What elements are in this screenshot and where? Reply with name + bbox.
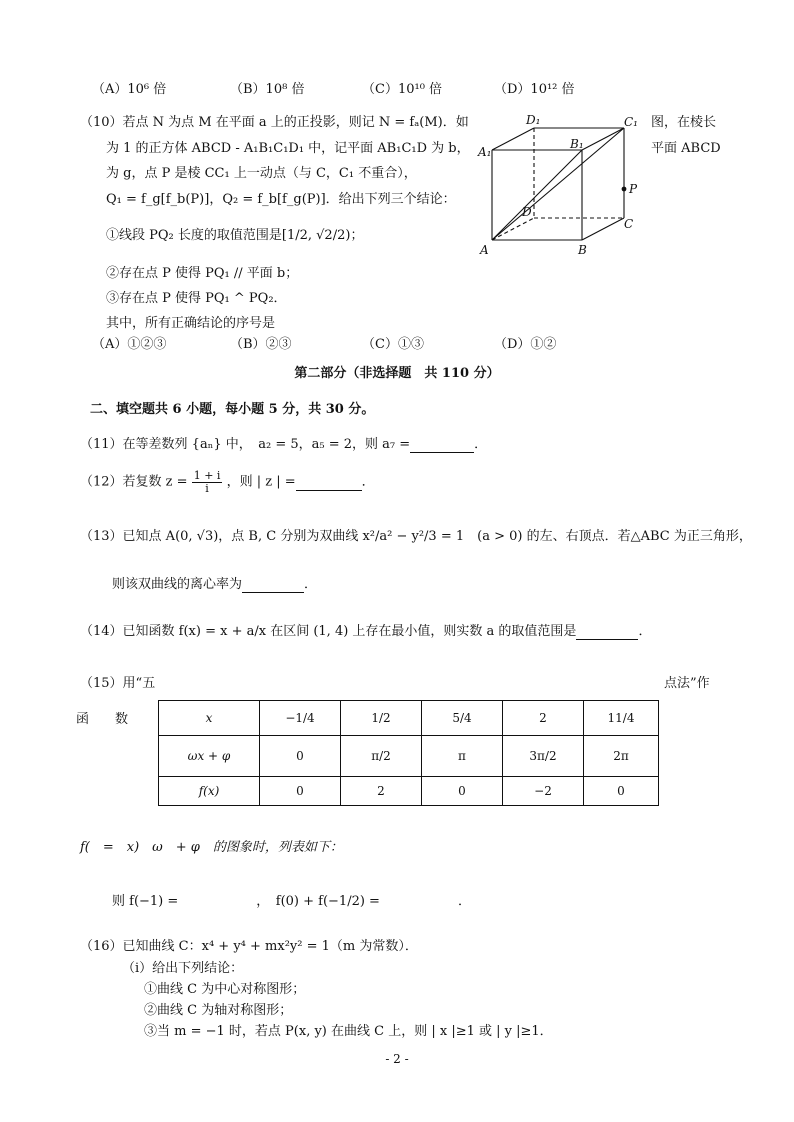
label-A: A bbox=[480, 243, 489, 257]
q12: （12）若复数 z = $\frac{1 + i}{i}$ ，则 | z | = ． bbox=[80, 469, 375, 495]
q10-conclusion-3: ③存在点 P 使得 PQ₁ ^ PQ₂． bbox=[106, 291, 287, 306]
q15-right: 点法”作 bbox=[664, 676, 710, 691]
q10-option-d: （D）①② bbox=[494, 337, 557, 352]
part2-title: 第二部分（非选择题 共 110 分） bbox=[294, 366, 500, 381]
cube-figure bbox=[474, 112, 644, 260]
table-row: f(x) 0 2 0 −2 0 bbox=[159, 777, 659, 806]
q16-conclusion-3: ③当 m = −1 时，若点 P(x, y) 在曲线 C 上，则 | x |≥1 或 | y |≥1． bbox=[144, 1024, 553, 1039]
label-B1: B₁ bbox=[570, 137, 584, 151]
q10-option-c: （C）①③ bbox=[362, 337, 424, 352]
q9-option-c: （C）10¹⁰ 倍 bbox=[362, 82, 443, 97]
page-number: - 2 - bbox=[385, 1052, 409, 1066]
q10-line2-right: 平面 ABCD bbox=[651, 141, 721, 156]
q9-option-a: （A）10⁶ 倍 bbox=[92, 82, 167, 97]
label-D: D bbox=[522, 205, 532, 219]
q10-line2: 为 1 的正方体 ABCD - A₁B₁C₁D₁ 中，记平面 AB₁C₁D 为 b， bbox=[106, 141, 470, 156]
label-D1: D₁ bbox=[526, 113, 541, 127]
q15-left: （15）用“五 bbox=[80, 676, 156, 691]
q13-line2: 则该双曲线的离心率为 ． bbox=[112, 577, 318, 592]
q15-side-label: 函 数 bbox=[76, 712, 129, 727]
q14: （14）已知函数 f(x) = x + a/x 在区间 (1, 4) 上存在最小值，则实数 a 的取值范围是 ． bbox=[80, 624, 652, 639]
q10-line1-right: 图，在棱长 bbox=[651, 115, 717, 130]
q10-question: 其中，所有正确结论的序号是 bbox=[106, 316, 276, 331]
label-B: B bbox=[578, 243, 587, 257]
q15-table bbox=[158, 700, 659, 806]
q16-conclusion-1: ①曲线 C 为中心对称图形； bbox=[144, 982, 306, 997]
q10-line1: （10）若点 N 为点 M 在平面 a 上的正投影，则记 N = fₐ(M)．如 bbox=[80, 115, 469, 130]
q10-conclusion-1: ①线段 PQ₂ 长度的取值范围是[1/2, √2/2)； bbox=[106, 228, 364, 243]
table-row: x −1/4 1/2 5/4 2 11/4 bbox=[159, 701, 659, 736]
label-P: P bbox=[629, 182, 638, 196]
table-row: ωx + φ 0 π/2 π 3π/2 2π bbox=[159, 736, 659, 777]
q9-option-d: （D）10¹² 倍 bbox=[494, 82, 575, 97]
q11: （11）在等差数列 {aₙ} 中， a₂ = 5，a₅ = 2，则 a₇ = ． bbox=[80, 437, 488, 452]
q16-line1: （16）已知曲线 C：x⁴ + y⁴ + mx²y² = 1（m 为常数）． bbox=[80, 939, 418, 954]
q10-line4: Q₁ = f_g[f_b(P)]，Q₂ = f_b[f_g(P)]．给出下列三个结论： bbox=[106, 192, 456, 207]
q16-line2: （i）给出下列结论： bbox=[122, 961, 244, 976]
label-C: C bbox=[624, 217, 634, 231]
q10-option-a: （A）①②③ bbox=[92, 337, 167, 352]
q13-line1: （13）已知点 A(0, √3)，点 B, C 分别为双曲线 x²/a² − y²/3 = 1 (a > 0) 的左、右顶点．若△ABC 为正三角形， bbox=[80, 529, 752, 544]
q16-conclusion-2: ②曲线 C 为轴对称图形； bbox=[144, 1003, 293, 1018]
q10-option-b: （B）②③ bbox=[230, 337, 292, 352]
q15-after: f( = x) ω + φ 的图象时，列表如下： bbox=[80, 840, 343, 855]
section2-title: 二、填空题共 6 小题，每小题 5 分，共 30 分。 bbox=[90, 402, 375, 417]
q15-ask: 则 f(−1) = ， f(0) + f(−1/2) = ． bbox=[112, 894, 471, 909]
label-C1: C₁ bbox=[624, 115, 638, 129]
q9-option-b: （B）10⁸ 倍 bbox=[230, 82, 305, 97]
q10-conclusion-2: ②存在点 P 使得 PQ₁ // 平面 b； bbox=[106, 266, 299, 281]
label-A1: A₁ bbox=[478, 145, 492, 159]
q10-line3: 为 g，点 P 是棱 CC₁ 上一动点（与 C，C₁ 不重合）， bbox=[106, 166, 417, 181]
